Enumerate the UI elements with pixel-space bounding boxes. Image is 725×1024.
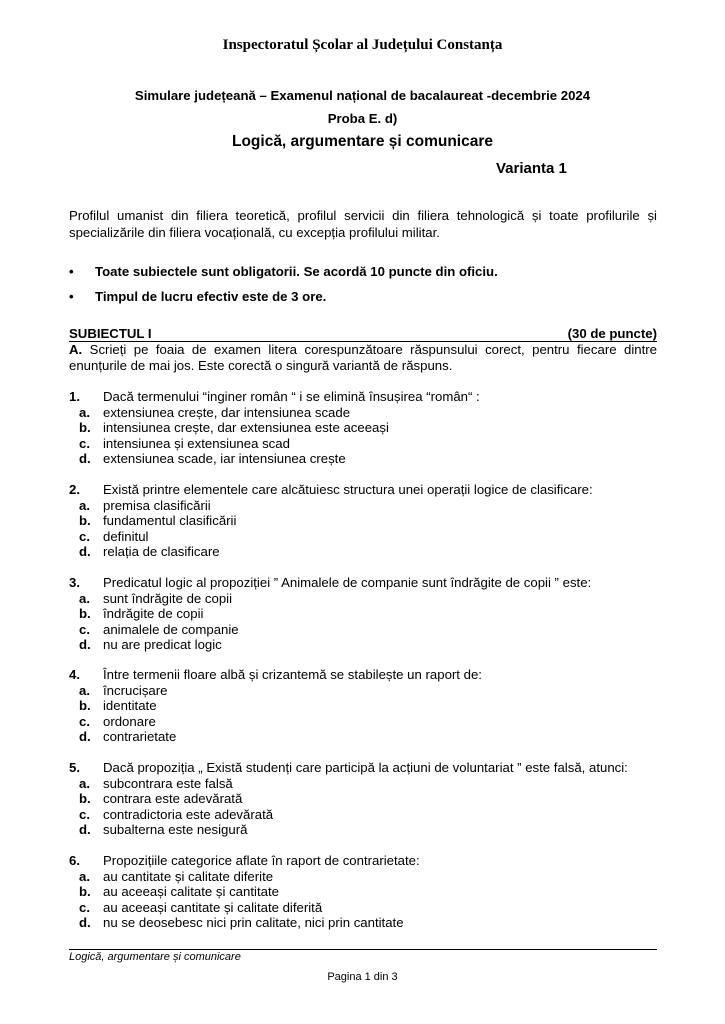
option-letter: c. [79,621,90,637]
option-text: sunt îndrăgite de copii [103,590,233,606]
answer-option [69,451,669,466]
option-text: încrucișare [103,682,168,698]
answer-option [69,622,669,637]
profile-text: Profilul umanist din filiera teoretică, profilul servicii din filiera tehnologică și toate profilurile și specializările din filiera vocațională, cu excepția profilului militar. [69,208,657,240]
answer-option [69,729,669,744]
proba-label: Proba E. d) [327,111,398,126]
subject-instructions [69,342,657,373]
discipline-title: Logică, argumentare și comunicare [231,133,493,150]
option-text: au aceeași cantitate și calitate diferită [103,899,323,915]
answer-option [69,776,669,791]
option-letter: b. [79,791,91,806]
answer-option [69,884,669,899]
bullet: • [69,264,74,279]
subject-points: (30 de puncte) [567,326,657,341]
question-stem: Predicatul logic al propoziției ” Animalele de companie sunt îndrăgite de copii ” este: [103,575,592,590]
option-letter: a. [79,404,90,420]
question-stem: Între termenii floare albă și crizantemă se stabilește un raport de: [103,667,482,682]
option-text: extensiunea crește, dar intensiunea scade [103,404,351,420]
option-letter: b. [79,606,91,621]
option-text: fundamentul clasificării [103,513,237,528]
option-letter: a. [79,868,90,884]
answer-option [69,529,669,544]
option-text: îndrăgite de copii [103,606,204,621]
answer-option [69,405,669,420]
option-text: ordonare [103,713,156,729]
option-text: au cantitate și calitate diferite [103,868,274,884]
question-stem: Dacă termenului “inginer român “ i se elimină însușirea “român“ : [103,389,480,404]
option-letter: b. [79,420,91,435]
option-text: extensiunea scade, iar intensiunea crește [103,451,346,466]
answer-option [69,513,669,528]
question-stem: Există printre elementele care alcătuiesc structura unei operații logice de clasificare: [103,482,593,497]
option-letter: c. [79,435,90,451]
question-number: 3. [69,575,80,590]
answer-option [69,420,669,435]
instruction-text: Scrieți pe foaia de examen litera corespunzătoare răspunsului corect, pentru fiecare dintre enunțurile de mai jos. Este corectă o singură variantă de răspuns. [69,342,657,373]
inspectorate-title: Inspectoratul Școlar al Județului Constanța [222,37,503,53]
option-letter: d. [79,451,91,466]
answer-option [69,683,669,698]
question-stem: Dacă propoziția „ Există studenți care participă la acțiuni de voluntariat ” este falsă, atunci: [103,760,628,775]
option-text: intensiunea crește, dar extensiunea este aceeași [103,420,389,435]
question-number: 4. [69,667,80,682]
answer-option [69,698,669,713]
subject-header [69,326,657,342]
page-number: Pagina 1 din 3 [327,971,398,983]
variant-label: Varianta 1 [496,160,567,177]
option-letter: d. [79,915,91,930]
option-letter: b. [79,884,91,899]
exam-title: Simulare județeană – Examenul național de bacalaureat -decembrie 2024 [134,88,591,103]
question-number: 2. [69,482,80,497]
instruction-letter: A. [69,342,83,357]
answer-option [69,591,669,606]
answer-option [69,791,669,806]
answer-option [69,637,669,652]
option-letter: d. [79,729,91,744]
question-number: 1. [69,389,80,404]
footer-divider [69,949,657,950]
question-number: 5. [69,760,80,775]
option-letter: b. [79,698,91,713]
bullet: • [69,289,74,304]
answer-option [69,544,669,559]
option-letter: c. [79,713,90,729]
option-letter: c. [79,528,90,544]
option-letter: a. [79,682,90,698]
answer-option [69,714,669,729]
answer-option [69,900,669,915]
option-text: contradictoria este adevărată [103,806,274,822]
subject-title: SUBIECTUL I [69,326,152,341]
option-letter: c. [79,806,90,822]
option-text: nu se deosebesc nici prin calitate, nici prin cantitate [103,915,404,930]
option-text: contrara este adevărată [103,791,243,806]
option-letter: a. [79,590,90,606]
option-text: contrarietate [103,729,177,744]
option-text: premisa clasificării [103,497,211,513]
option-letter: a. [79,775,90,791]
option-text: relația de clasificare [103,544,220,559]
answer-option [69,498,669,513]
question-stem: Propozițiile categorice aflate în raport de contrarietate: [103,853,420,868]
option-text: subcontrara este falsă [103,775,233,791]
option-text: identitate [103,698,157,713]
option-letter: d. [79,544,91,559]
answer-option [69,436,669,451]
answer-option [69,869,669,884]
option-letter: d. [79,637,91,652]
option-letter: a. [79,497,90,513]
answer-option [69,606,669,621]
answer-option [69,822,669,837]
option-text: intensiunea și extensiunea scad [103,435,290,451]
option-text: animalele de companie [103,621,239,637]
answer-option [69,807,669,822]
option-letter: c. [79,899,90,915]
option-text: nu are predicat logic [103,637,222,652]
answer-option [69,915,669,930]
question-number: 6. [69,853,80,868]
rule-text: Toate subiectele sunt obligatorii. Se acordă 10 puncte din oficiu. [95,264,498,279]
footer-discipline: Logică, argumentare și comunicare [69,951,241,963]
option-text: definitul [103,528,149,544]
option-letter: d. [79,822,91,837]
option-letter: b. [79,513,91,528]
option-text: au aceeași calitate și cantitate [103,884,279,899]
rule-text: Timpul de lucru efectiv este de 3 ore. [95,289,327,304]
option-text: subalterna este nesigură [103,822,248,837]
